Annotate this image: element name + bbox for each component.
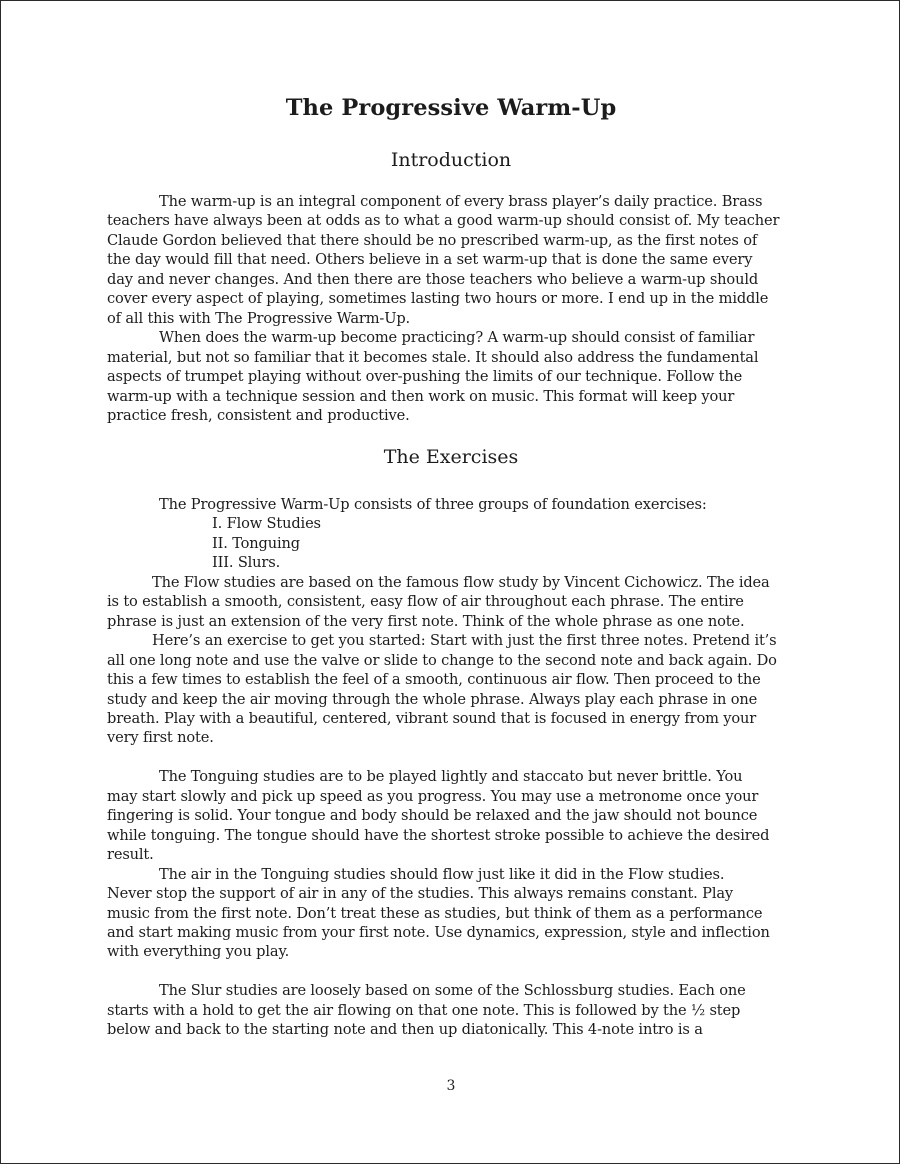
- text-line: The Slur studies are loosely based on some of the Schlossburg studies. Each one: [159, 982, 746, 1000]
- text-line: while tonguing. The tongue should have the shortest stroke possible to achieve the desired: [107, 826, 770, 844]
- exercises-heading: The Exercises: [383, 446, 519, 468]
- text-line: material, but not so familiar that it becomes stale. It should also address the fundamental: [107, 348, 759, 366]
- paragraph-spacer: [107, 748, 807, 767]
- text-line: The Flow studies are based on the famous flow study by Vincent Cichowicz. The idea: [152, 573, 770, 591]
- exercise-group-item: I. Flow Studies: [212, 515, 321, 533]
- document-title: The Progressive Warm-Up: [285, 95, 617, 121]
- text-line: day and never changes. And then there are those teachers who believe a warm-up should: [107, 270, 759, 288]
- text-line: result.: [107, 846, 154, 864]
- text-line: aspects of trumpet playing without over-pushing the limits of our technique. Follow the: [107, 368, 743, 386]
- exercise-group-item: III. Slurs.: [212, 554, 281, 572]
- text-line: starts with a hold to get the air flowing on that one note. This is followed by the ½ step: [107, 1001, 741, 1019]
- introduction-body: [107, 192, 807, 425]
- text-line: The air in the Tonguing studies should flow just like it did in the Flow studies.: [159, 865, 725, 883]
- text-line: music from the first note. Don’t treat these as studies, but think of them as a performance: [107, 904, 763, 922]
- text-line: phrase is just an extension of the very first note. Think of the whole phrase as one note.: [107, 612, 745, 630]
- text-line: very first note.: [107, 729, 214, 747]
- text-line: The Tonguing studies are to be played lightly and staccato but never brittle. You: [159, 768, 743, 786]
- text-line: below and back to the starting note and then up diatonically. This 4-note intro is a: [107, 1021, 703, 1039]
- text-line: study and keep the air moving through the whole phrase. Always play each phrase in one: [107, 690, 758, 708]
- text-line: of all this with The Progressive Warm-Up.: [107, 309, 411, 327]
- exercise-group-item: II. Tonguing: [212, 534, 300, 552]
- text-line: breath. Play with a beautiful, centered, vibrant sound that is focused in energy from your: [107, 709, 757, 727]
- introduction-heading: Introduction: [390, 149, 512, 171]
- text-line: practice fresh, consistent and productive.: [107, 406, 410, 424]
- text-line: warm-up with a technique session and then work on music. This format will keep your: [107, 387, 735, 405]
- page-number: 3: [446, 1078, 456, 1094]
- text-line: The warm-up is an integral component of every brass player’s daily practice. Brass: [159, 193, 763, 210]
- text-line: The Progressive Warm-Up consists of three groups of foundation exercises:: [159, 496, 707, 513]
- text-line: teachers have always been at odds as to what a good warm-up should consist of. My teacher: [107, 212, 780, 230]
- text-line: and start making music from your first note. Use dynamics, expression, style and inflection: [107, 923, 770, 941]
- text-line: is to establish a smooth, consistent, easy flow of air throughout each phrase. The entire: [107, 593, 744, 611]
- text-line: When does the warm-up become practicing? A warm-up should consist of familiar: [159, 329, 755, 347]
- text-line: Claude Gordon believed that there should be no prescribed warm-up, as the first notes of: [107, 231, 758, 249]
- text-line: the day would fill that need. Others believe in a set warm-up that is done the same every: [107, 251, 753, 269]
- text-line: with everything you play.: [107, 943, 290, 961]
- paragraph-spacer: [107, 962, 807, 981]
- exercises-body: [107, 495, 807, 1040]
- text-line: may start slowly and pick up speed as you progress. You may use a metronome once your: [107, 787, 759, 805]
- text-line: fingering is solid. Your tongue and body should be relaxed and the jaw should not bounce: [107, 807, 758, 825]
- text-line: this a few times to establish the feel of a smooth, continuous air flow. Then proceed to the: [107, 671, 761, 689]
- text-line: Never stop the support of air in any of the studies. This always remains constant. Play: [107, 885, 733, 903]
- text-line: cover every aspect of playing, sometimes lasting two hours or more. I end up in the middle: [107, 290, 769, 308]
- text-line: all one long note and use the valve or slide to change to the second note and back again. Do: [107, 651, 777, 669]
- text-line: Here’s an exercise to get you started: Start with just the first three notes. Pretend it’s: [152, 632, 777, 650]
